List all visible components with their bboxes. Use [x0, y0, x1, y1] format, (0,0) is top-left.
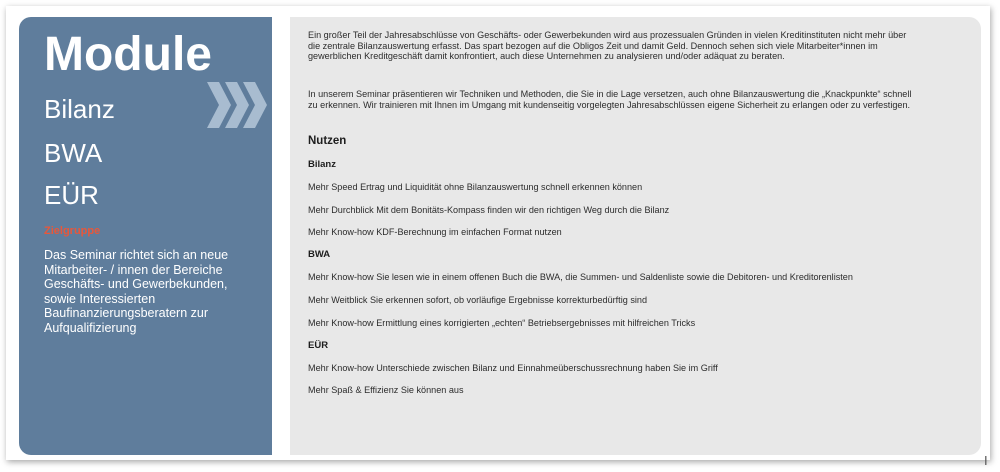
module-sidebar: [19, 17, 272, 455]
target-group-label: Zielgruppe: [44, 225, 101, 237]
module-title: Module: [44, 28, 212, 81]
benefit-item: Mehr Weitblick Sie erkennen sofort, ob vorläufige Ergebnisse korrekturbedürftig sind: [308, 295, 647, 305]
benefit-item: Mehr Durchblick Mit dem Bonitäts-Kompass finden wir den richtigen Weg durch die Bilanz: [308, 205, 670, 215]
section-heading-bwa: BWA: [308, 249, 331, 260]
content-panel: [290, 17, 981, 455]
benefit-item: Mehr Speed Ertrag und Liquidität ohne Bilanzauswertung schnell erkennen können: [308, 182, 643, 192]
target-group-text: Das Seminar richtet sich an neue Mitarbeiter- / innen der Bereiche Geschäfts- und Gewerbekunden, sowie Interessierten Baufinanzierungsberatern zur Aufqualifizierung: [44, 248, 229, 335]
benefits-heading: Nutzen: [308, 135, 347, 147]
intro-paragraph-2: In unserem Seminar präsentieren wir Techniken und Methoden, die Sie in die Lage versetzen, auch ohne Bilanzauswertung die „Knackpunkte“ schnell zu erkennen. Wir trainieren mit Ihnen im Umgang mit kundenseitig vorgelegten Jahresabschlüssen eigene Sicherheit zu erlangen oder zu verfestigen.: [308, 89, 912, 110]
intro-paragraph-1: Ein großer Teil der Jahresabschlüsse von Geschäfts- oder Gewerbekunden wird aus prozessualen Gründen in vielen Kreditinstituten nicht mehr über die zentrale Bilanzauswertung erfasst. Das spart bezogen auf die Obligos Zeit und damit Geld. Dennoch sehen sich viele Mitarbeiter*innen im gewerblichen Kreditgeschäft damit konfrontiert, auch diese Unternehmen zu analysieren und/oder adäquat zu beraten.: [308, 30, 907, 62]
triple-chevron-right-icon: [207, 82, 269, 128]
benefit-item: Mehr Spaß & Effizienz Sie können aus: [308, 385, 464, 395]
benefit-item: Mehr Know-how Unterschiede zwischen Bilanz und Einnahmeüberschussrechnung haben Sie im Griff: [308, 363, 718, 373]
module-item-euer: EÜR: [44, 180, 99, 210]
module-item-bwa: BWA: [44, 138, 103, 168]
benefit-item: Mehr Know-how KDF-Berechnung im einfachen Format nutzen: [308, 227, 562, 237]
benefit-item: Mehr Know-how Sie lesen wie in einem offenen Buch die BWA, die Summen- und Saldenliste sowie die Debitoren- und Kreditorenlisten: [308, 272, 853, 282]
section-heading-bilanz: Bilanz: [308, 159, 336, 170]
section-heading-euer: EÜR: [308, 340, 329, 351]
benefit-item: Mehr Know-how Ermittlung eines korrigierten „echten“ Betriebsergebnisses mit hilfreichen Tricks: [308, 318, 696, 328]
module-item-bilanz: Bilanz: [44, 94, 115, 124]
text-cursor-icon: I: [984, 453, 988, 468]
